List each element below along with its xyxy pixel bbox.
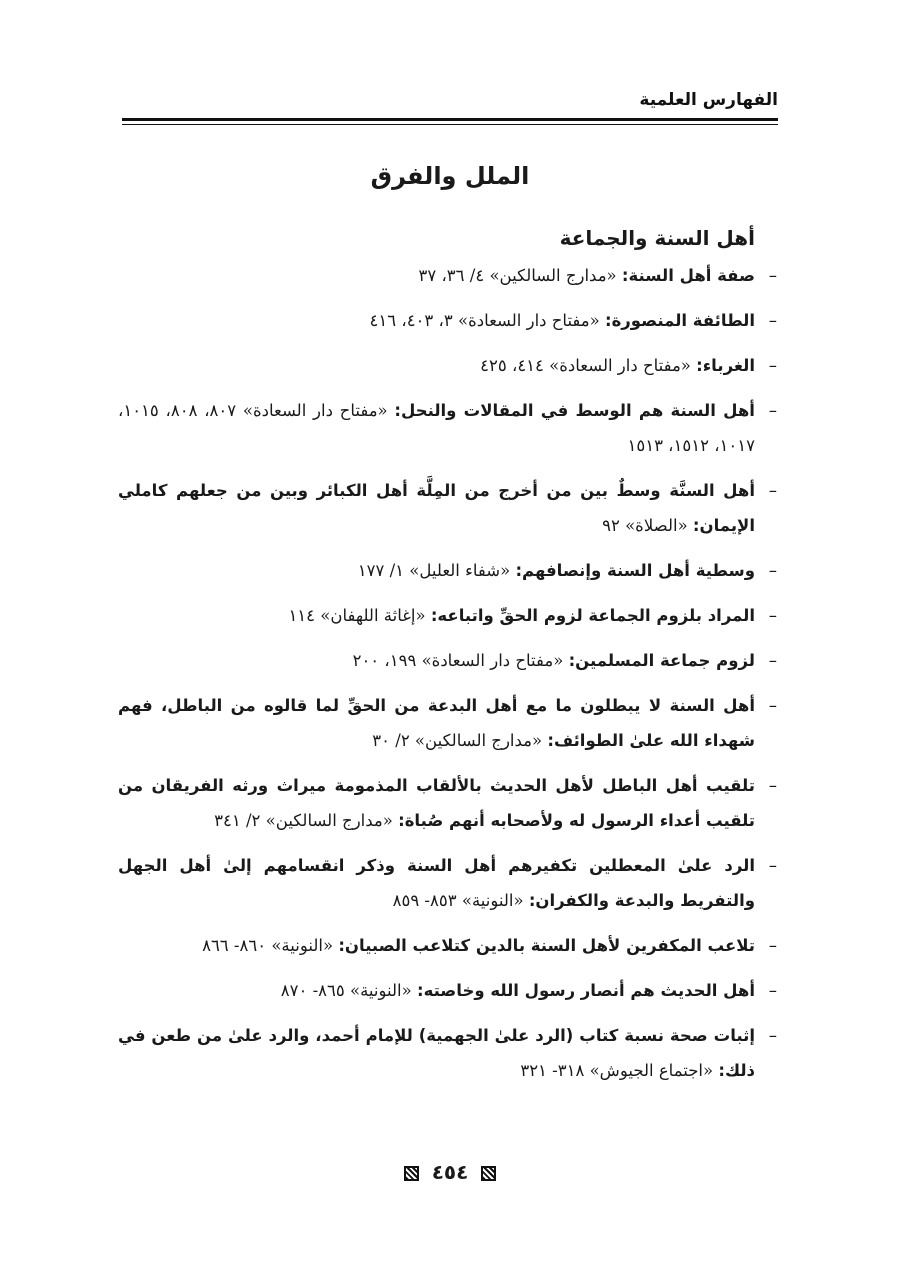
- entry-topic: الغرباء:: [696, 356, 755, 375]
- bullet-dash-icon: –: [768, 561, 777, 580]
- entry-reference: «اجتماع الجيوش» ٣١٨- ٣٢١: [520, 1061, 719, 1080]
- entry-reference: «مفتاح دار السعادة» ٨٠٧، ٨٠٨، ١٠١٥، ١٠١٧، ١٥١٢، ١٥١٣: [118, 401, 755, 455]
- entry-topic: المراد بلزوم الجماعة لزوم الحقِّ واتباعه:: [430, 606, 755, 625]
- bullet-dash-icon: –: [768, 981, 777, 1000]
- ornament-icon: [481, 1166, 496, 1181]
- entry-reference: «مدارج السالكين» ٤/ ٣٦، ٣٧: [418, 266, 622, 285]
- entry-reference: «النونية» ٨٦٥- ٨٧٠: [280, 981, 417, 1000]
- entry-topic: الطائفة المنصورة:: [604, 311, 755, 330]
- index-entry: [118, 928, 777, 963]
- index-entries: [118, 258, 777, 1098]
- bullet-dash-icon: –: [768, 776, 777, 795]
- index-entry: [118, 473, 777, 543]
- entry-topic: أهل السنَّة وسطٌ بين من أخرج من المِلَّة أهل الكبائر وبين من جعلهم كاملي الإيمان:: [118, 481, 755, 535]
- bullet-dash-icon: –: [768, 401, 777, 420]
- entry-topic: تلقيب أهل الباطل لأهل الحديث بالألقاب المذمومة ميراث ورثه الفريقان من تلقيب أعداء الرسول له ولأصحابه أنهم صُباة:: [118, 776, 755, 830]
- header-rule-thin: [122, 124, 778, 125]
- bullet-dash-icon: –: [768, 856, 777, 875]
- entry-reference: «إغاثة اللهفان» ١١٤: [288, 606, 431, 625]
- index-entry: [118, 598, 777, 633]
- index-entry: [118, 848, 777, 918]
- entry-topic: أهل السنة لا يبطلون ما مع أهل البدعة من الحقِّ لما قالوه من الباطل، فهم شهداء الله علىٰ الطوائف:: [118, 696, 755, 750]
- bullet-dash-icon: –: [768, 936, 777, 955]
- entry-reference: «الصلاة» ٩٢: [602, 516, 693, 535]
- bullet-dash-icon: –: [768, 356, 777, 375]
- section-title: أهل السنة والجماعة: [559, 226, 755, 250]
- index-entry: [118, 1018, 777, 1088]
- entry-topic: تلاعب المكفرين لأهل السنة بالدين كتلاعب الصبيان:: [338, 936, 755, 955]
- bullet-dash-icon: –: [768, 606, 777, 625]
- entry-reference: «النونية» ٨٦٠- ٨٦٦: [202, 936, 339, 955]
- index-entry: [118, 643, 777, 678]
- page-footer: [0, 1160, 900, 1184]
- bullet-dash-icon: –: [768, 481, 777, 500]
- index-entry: [118, 303, 777, 338]
- entry-topic: الرد علىٰ المعطلين تكفيرهم أهل السنة وذكر انقسامهم إلىٰ أهل الجهل والتفريط والبدعة والكفران:: [118, 856, 755, 910]
- entry-topic: أهل السنة هم الوسط في المقالات والنحل:: [394, 401, 755, 420]
- entry-reference: «مفتاح دار السعادة» ١٩٩، ٢٠٠: [352, 651, 569, 670]
- index-entry: [118, 688, 777, 758]
- index-entry: [118, 973, 777, 1008]
- bullet-dash-icon: –: [768, 1026, 777, 1045]
- entry-reference: «النونية» ٨٥٣- ٨٥٩: [392, 891, 529, 910]
- index-entry: [118, 348, 777, 383]
- header-rule-thick: [122, 118, 778, 121]
- bullet-dash-icon: –: [768, 696, 777, 715]
- entry-reference: «مدارج السالكين» ٢/ ٣٤١: [214, 811, 399, 830]
- entry-reference: «مفتاح دار السعادة» ٣، ٤٠٣، ٤١٦: [369, 311, 605, 330]
- entry-topic: وسطية أهل السنة وإنصافهم:: [515, 561, 755, 580]
- entry-reference: «مفتاح دار السعادة» ٤١٤، ٤٢٥: [480, 356, 697, 375]
- entry-topic: لزوم جماعة المسلمين:: [568, 651, 755, 670]
- entry-topic: إثبات صحة نسبة كتاب (الرد علىٰ الجهمية) للإمام أحمد، والرد علىٰ من طعن في ذلك:: [118, 1026, 755, 1080]
- bullet-dash-icon: –: [768, 651, 777, 670]
- entry-topic: صفة أهل السنة:: [621, 266, 755, 285]
- entry-reference: «شفاء العليل» ١/ ١٧٧: [357, 561, 516, 580]
- running-header: الفهارس العلمية: [639, 90, 778, 110]
- index-entry: [118, 258, 777, 293]
- entry-reference: «مدارج السالكين» ٢/ ٣٠: [372, 731, 548, 750]
- bullet-dash-icon: –: [768, 311, 777, 330]
- index-entry: [118, 553, 777, 588]
- index-entry: [118, 393, 777, 463]
- index-entry: [118, 768, 777, 838]
- entry-topic: أهل الحديث هم أنصار رسول الله وخاصته:: [416, 981, 755, 1000]
- page-number: ٤٥٤: [431, 1160, 469, 1184]
- ornament-icon: [404, 1166, 419, 1181]
- bullet-dash-icon: –: [768, 266, 777, 285]
- page-title: الملل والفرق: [370, 162, 530, 190]
